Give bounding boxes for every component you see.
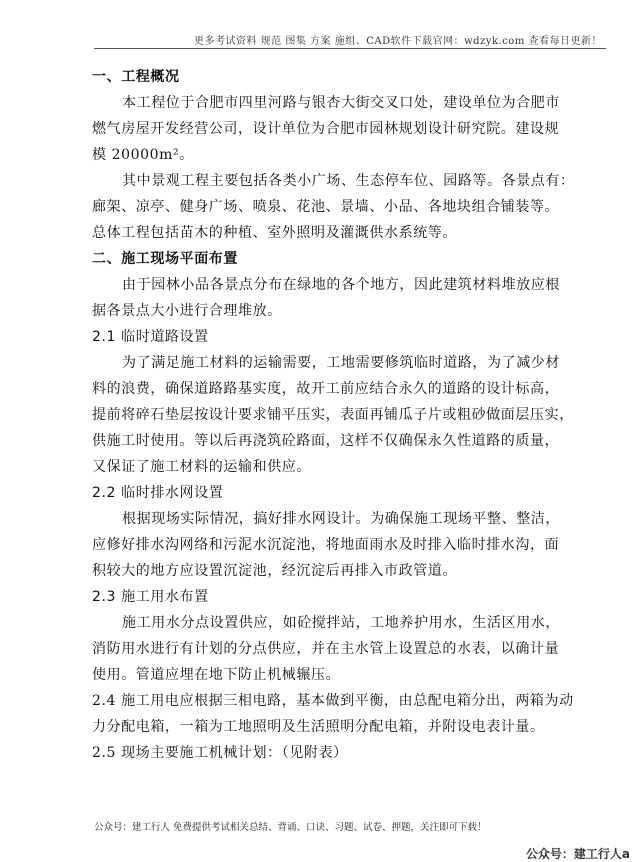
paragraph-line: 根据现场实际情况，搞好排水网设计。为确保施工现场平整、整洁， [122,511,560,527]
paragraph-line: 积较大的地方应设置沉淀池，经沉淀后再排入市政管道。 [92,563,457,579]
section-2-heading: 二、施工现场平面布置 [92,251,238,267]
paragraph-line: 供施工时使用。等以后再浇筑砼路面，这样不仅确保永久性道路的质量， [92,433,560,449]
paragraph-line: 模 20000m²。 [92,147,194,163]
footer-note: 公众号：建工行人 免费提供考试相关总结、背诵、口诀、习题、试卷、押题，关注即可下载！ [94,822,487,833]
paragraph-line: 其中景观工程主要包括各类小广场、生态停车位、园路等。各景点有： [122,173,575,189]
paragraph-line: 应修好排水沟网络和污泥水沉淀池，将地面雨水及时排入临时排水沟，面 [92,537,560,553]
paragraph-line: 本工程位于合肥市四里河路与银杏大街交叉口处，建设单位为合肥市 [122,95,560,111]
header-note: 更多考试资料 规范 图集 方案 施组、CAD软件下载官网：wdzyk.com 查看每日更新！ [193,36,602,47]
paragraph-line: 为了满足施工材料的运输需要，工地需要修筑临时道路，为了减少材 [122,355,560,371]
paragraph-line: 燃气房屋开发经营公司，设计单位为合肥市园林规划设计研究院。建设规 [92,121,560,137]
document-body [92,64,590,766]
paragraph-line: 总体工程包括苗木的种植、室外照明及灌溉供水系统等。 [92,225,457,241]
subsection-2-2-heading: 2.2 临时排水网设置 [92,485,224,501]
subsection-2-3-heading: 2.3 施工用水布置 [92,589,209,605]
section-1-heading: 一、工程概况 [92,69,180,85]
paragraph-line: 提前将碎石垫层按设计要求铺平压实，表面再铺瓜子片或粗砂做面层压实， [92,407,574,423]
paragraph-line: 又保证了施工材料的运输和供应。 [92,459,311,475]
paragraph-line: 使用。管道应埋在地下防止机械辗压。 [92,667,341,683]
paragraph-line: 施工用水分点设置供应，如砼搅拌站，工地养护用水，生活区用水， [122,615,560,631]
paragraph-line: 由于园林小品各景点分布在绿地的各个地方，因此建筑材料堆放应根 [122,277,560,293]
paragraph-line: 力分配电箱，一箱为工地照明及生活照明分配电箱，并附设电表计量。 [92,719,545,735]
paragraph-line: 消防用水进行有计划的分点供应，并在主水管上设置总的水表，以确计量 [92,641,560,657]
subsection-2-1-heading: 2.1 临时道路设置 [92,329,209,345]
paragraph-line: 廊架、凉亭、健身广场、喷泉、花池、景墙、小品、各地块组合铺装等。 [92,199,560,215]
header-divider [94,48,606,49]
paragraph-line: 料的浪费，确保道路路基实度，故开工前应结合永久的道路的设计标高， [92,381,560,397]
subsection-2-4-line: 2.4 施工用电应根据三相电路，基本做到平衡，由总配电箱分出，两箱为动 [92,693,574,709]
watermark-text: 公众号：建工行人a [525,847,630,861]
paragraph-line: 据各景点大小进行合理堆放。 [92,303,282,319]
subsection-2-5-heading: 2.5 现场主要施工机械计划：（见附表） [92,745,348,761]
